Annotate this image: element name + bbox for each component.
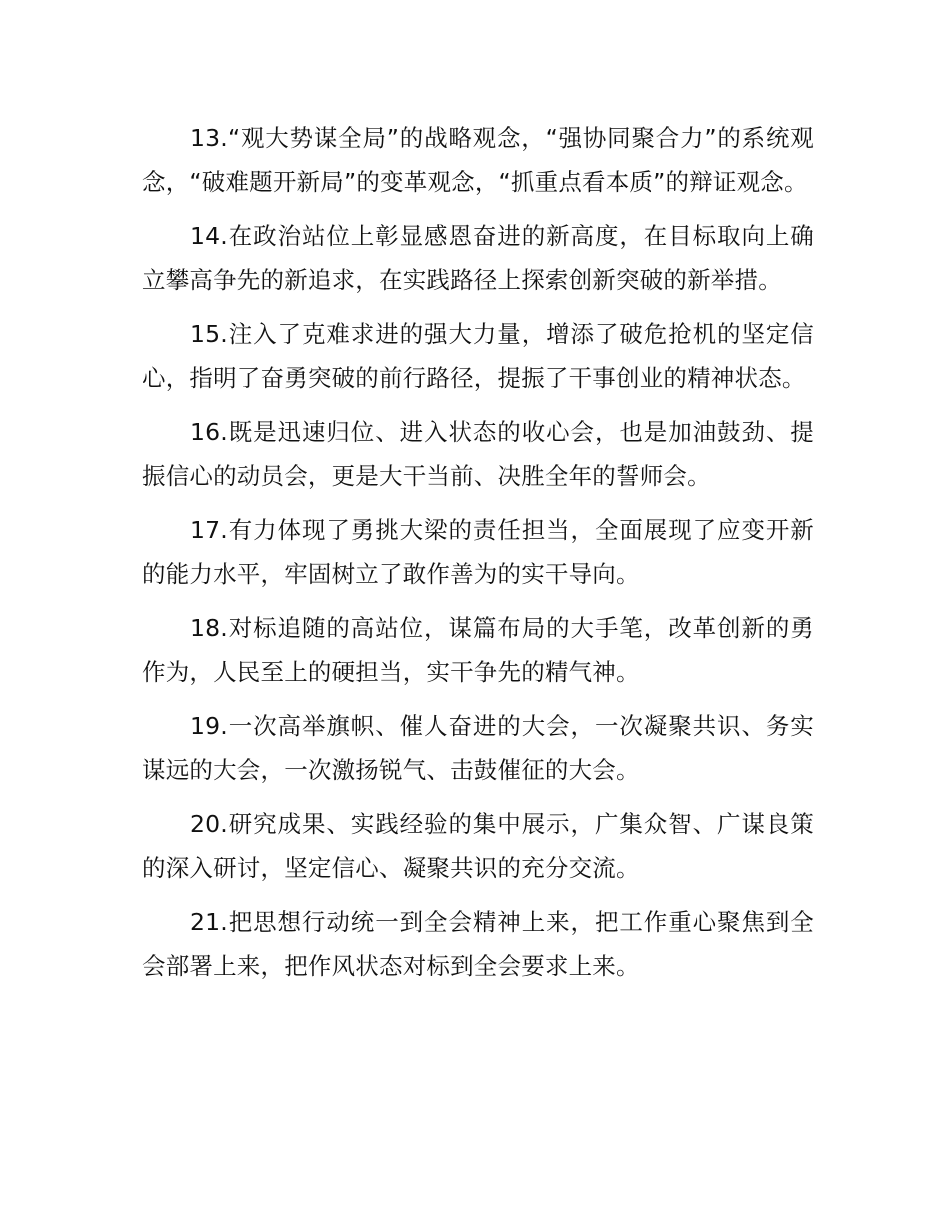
paragraph-19: 19.一次高举旗帜、催人奋进的大会，一次凝聚共识、务实谋远的大会，一次激扬锐气、击鼓催征的大会。 — [142, 712, 814, 784]
paragraph-17: 17.有力体现了勇挑大梁的责任担当，全面展现了应变开新的能力水平，牢固树立了敢作善为的实干导向。 — [142, 516, 814, 588]
paragraph-16: 16.既是迅速归位、进入状态的收心会，也是加油鼓劲、提振信心的动员会，更是大干当前、决胜全年的誓师会。 — [142, 418, 814, 490]
paragraph-14: 14.在政治站位上彰显感恩奋进的新高度，在目标取向上确立攀高争先的新追求，在实践路径上探索创新突破的新举措。 — [142, 222, 814, 294]
paragraph-20: 20.研究成果、实践经验的集中展示，广集众智、广谋良策的深入研讨，坚定信心、凝聚共识的充分交流。 — [142, 810, 814, 882]
document-body — [142, 116, 814, 998]
paragraph-18: 18.对标追随的高站位，谋篇布局的大手笔，改革创新的勇作为，人民至上的硬担当，实干争先的精气神。 — [142, 614, 814, 686]
paragraph-15: 15.注入了克难求进的强大力量，增添了破危抢机的坚定信心，指明了奋勇突破的前行路径，提振了干事创业的精神状态。 — [142, 320, 814, 392]
paragraph-21: 21.把思想行动统一到全会精神上来，把工作重心聚焦到全会部署上来，把作风状态对标到全会要求上来。 — [142, 908, 814, 980]
paragraph-13: 13.“观大势谋全局”的战略观念，“强协同聚合力”的系统观念，“破难题开新局”的变革观念，“抓重点看本质”的辩证观念。 — [142, 124, 814, 196]
